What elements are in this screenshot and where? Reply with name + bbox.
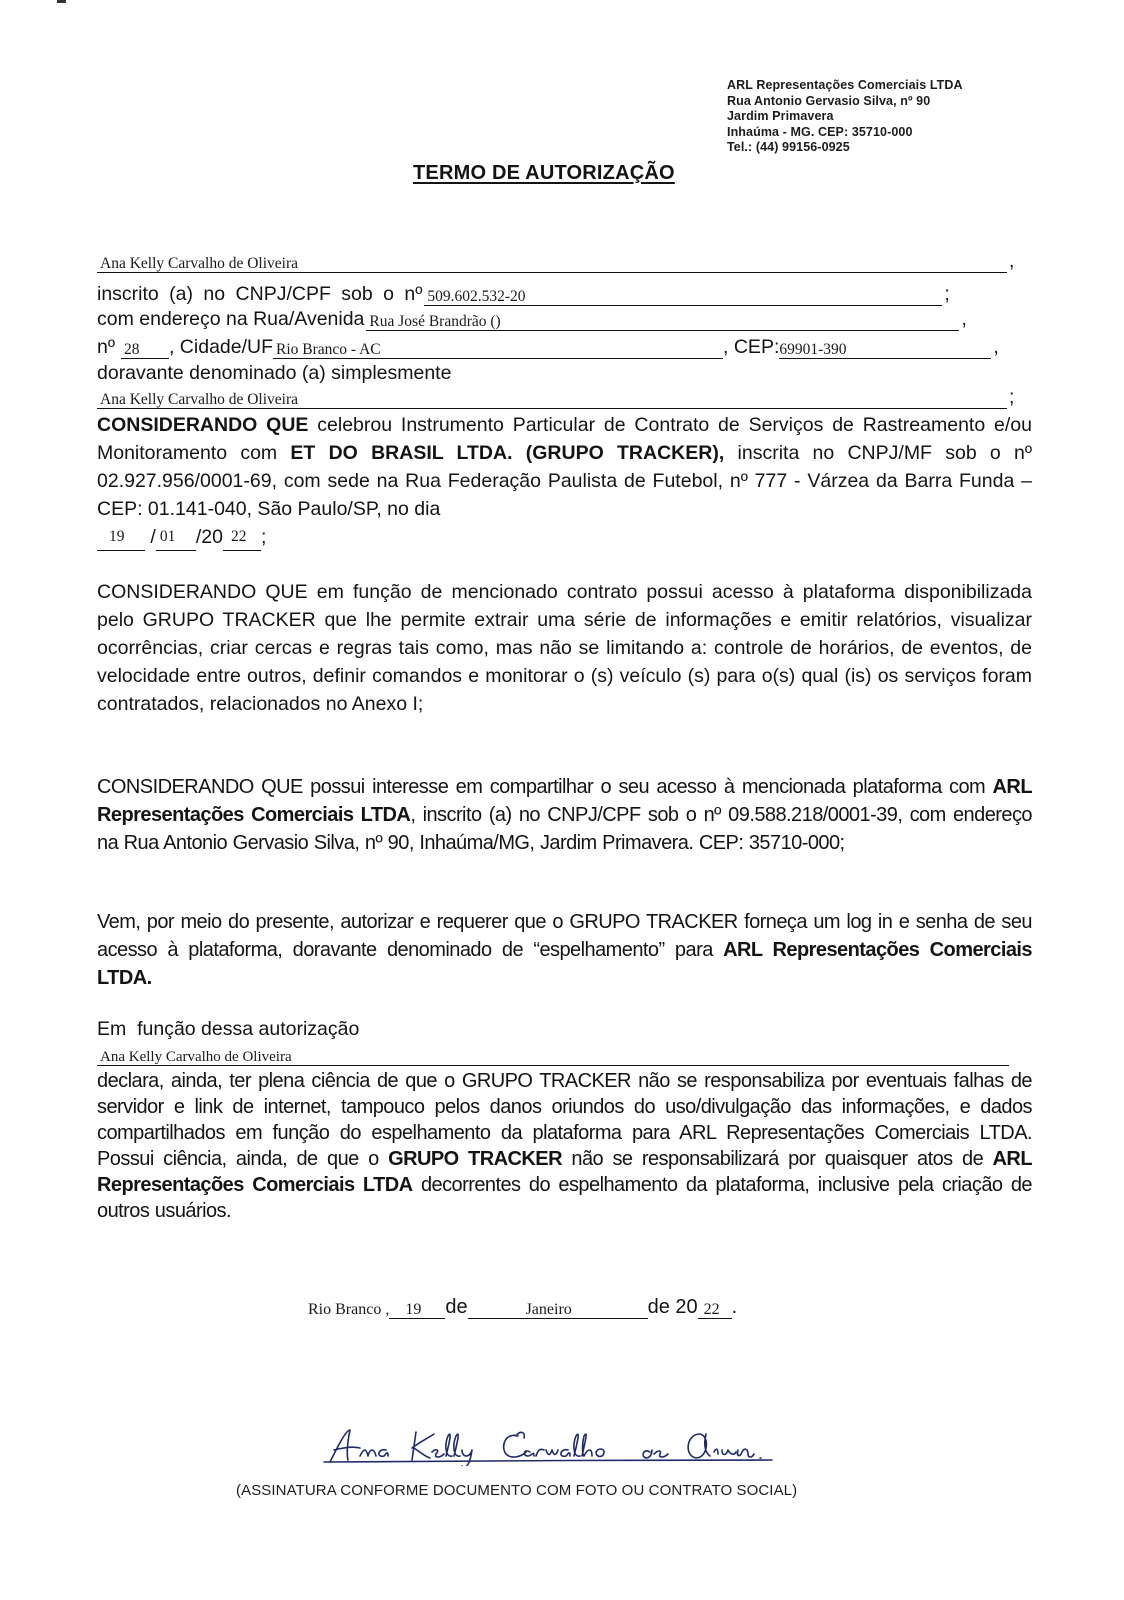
city-field[interactable] (273, 339, 723, 359)
p1-year-field[interactable] (223, 529, 261, 551)
p5-name-value: Ana Kelly Carvalho de Oliveira (100, 1049, 292, 1065)
number-field[interactable] (121, 339, 169, 359)
date-day-field[interactable] (389, 1299, 445, 1319)
city-value: Rio Branco - AC (276, 341, 381, 358)
cpf-label: inscrito (a) no CNPJ/CPF sob o nº (97, 283, 423, 305)
address-field[interactable] (366, 311, 959, 331)
paragraph-considerando-3 (97, 773, 1032, 857)
date-de-1: de (445, 1296, 468, 1318)
p4-company: ARL Representações Comerciais LTDA. (97, 939, 1032, 989)
form-name-line (97, 250, 1014, 273)
p3-text-a: CONSIDERANDO QUE possui interesse em compartilhar o seu acesso à mencionada plataforma com (97, 776, 993, 798)
form-address-line (97, 308, 967, 331)
cep-value: 69901-390 (779, 341, 847, 358)
date-day: 19 (405, 1301, 422, 1318)
p5-bold-a: GRUPO TRACKER (388, 1148, 562, 1170)
p5-intro: Em função dessa autorização (97, 1018, 360, 1040)
p1-month-field[interactable] (156, 529, 196, 551)
letterhead (727, 78, 963, 156)
paragraph-declaration (97, 1068, 1032, 1224)
p5-text-b: não se responsabilizará por quaisquer atos de (561, 1148, 993, 1170)
document-title: TERMO DE AUTORIZAÇÃO (413, 162, 675, 184)
p3-company: ARL Representações Comerciais LTDA (97, 776, 1032, 826)
p1-month: 01 (159, 528, 176, 545)
form-cpf-line (97, 283, 950, 306)
p4-text: Vem, por meio do presente, autorizar e requerer que o GRUPO TRACKER forneça um log in e senha de seu acesso à plataforma, doravante denominado de “espelhamento” para (97, 911, 1032, 961)
cpf-field[interactable] (424, 286, 942, 306)
cep-label: , CEP: (723, 336, 780, 358)
letterhead-company: ARL Representações Comerciais LTDA (727, 78, 963, 92)
letterhead-district: Jardim Primavera (727, 109, 834, 123)
denominated-label: doravante denominado (a) simplesmente (97, 362, 452, 384)
name-end-punct: , (1009, 250, 1015, 272)
paragraph-authorization (97, 908, 1032, 992)
name-value: Ana Kelly Carvalho de Oliveira (100, 255, 298, 272)
letterhead-street: Rua Antonio Gervasio Silva, nº 90 (727, 93, 931, 108)
paragraph-considerando-1: CONSIDERANDO QUE celebrou Instrumento Particular de Contrato de Serviços de Rastreamento e/ou Monitoramento com ET DO BRASIL LTDA. (GRUPO TRACKER), inscrita no CNPJ/MF sob o nº 02.927.956/0001-69, com sede na Rua Federação Paulista de Futebol, nº 777 - Várzea da Barra Funda – CEP: 01.141-040, São Paulo/SP, no dia 19 / 01 /20 22 ; (97, 411, 1032, 551)
p3-text-b: , inscrito (a) no CNPJ/CPF sob o nº 09.588.218/0001-39, com endereço na Rua Antonio Gervasio Silva, nº 90, Inhaúma/MG, Jardim Primavera. CEP: 35710-000; (97, 804, 1032, 854)
city-label: , Cidade/UF (168, 336, 274, 358)
p5-text-c: decorrentes do espelhamento da plataforma, inclusive pela criação de outros usuários. (97, 1174, 1033, 1222)
p1-lead: CONSIDERANDO QUE (97, 414, 309, 436)
form-denominated-line (97, 386, 1014, 409)
p5-name-line (97, 1046, 1009, 1066)
signature-caption: (ASSINATURA CONFORME DOCUMENTO COM FOTO OU CONTRATO SOCIAL) (236, 1482, 798, 1499)
scan-corner-mark (57, 0, 66, 3)
denominated-end-punct: ; (1009, 386, 1015, 408)
p1-text-a: celebrou Instrumento Particular de Contrato de Serviços de Rastreamento e/ou Monitoramento com (97, 414, 1032, 464)
date-month-field[interactable] (468, 1299, 648, 1319)
date-de-2: de 20 (647, 1296, 698, 1318)
p5-bold-b: ARL Representações Comerciais LTDA (97, 1148, 1032, 1196)
address-value: Rua José Brandrão () (369, 313, 501, 330)
p1-year-prefix: /20 (195, 526, 223, 548)
p1-day-field[interactable] (97, 529, 145, 551)
number-label: nº (97, 336, 115, 358)
cep-field[interactable] (779, 339, 991, 359)
date-year-suffix: 22 (703, 1301, 720, 1318)
signature-scribble-icon (320, 1426, 790, 1466)
cpf-value: 509.602.532-20 (427, 288, 526, 305)
date-month: Janeiro (525, 1301, 572, 1318)
address-end-punct: , (961, 308, 967, 330)
p1-end: ; (260, 526, 267, 548)
date-year-field[interactable] (698, 1299, 732, 1319)
number-value: 28 (123, 341, 140, 358)
form-city-line (97, 336, 999, 359)
date-city: Rio Branco , (308, 1301, 390, 1318)
address-label: com endereço na Rua/Avenida (97, 308, 365, 330)
cpf-end-punct: ; (944, 283, 950, 305)
date-line (308, 1296, 737, 1319)
paragraph-considerando-2: CONSIDERANDO QUE em função de mencionado contrato possui acesso à plataforma disponibilizada pelo GRUPO TRACKER que lhe permite extrair uma série de informações e emitir relatórios, visualizar ocorrências, criar cercas e regras tais como, mas não se limitando a: controle de horários, de eventos, de velocidade entre outros, definir comandos e monitorar o (s) veículo (s) para o(s) qual (is) os serviços foram contratados, relacionados no Anexo I; (97, 581, 1032, 715)
name-field[interactable] (97, 253, 1007, 273)
p1-text-b: inscrita no CNPJ/MF sob o nº 02.927.956/0001-69, com sede na Rua Federação Paulista de Futebol, nº 777 - Várzea da Barra Funda – CEP: 01.141-040, São Paulo/SP, no dia (97, 442, 1032, 520)
p5-text-a: declara, ainda, ter plena ciência de que o GRUPO TRACKER não se responsabiliza por eventuais falhas de servidor e link de internet, tampouco pelos danos oriundos do uso/divulgação das informações, e dados compartilhados em função do espelhamento da plataforma para ARL Representações Comerciais LTDA. Possui ciência, ainda, de que o (97, 1070, 1032, 1170)
p1-day: 19 (109, 528, 125, 545)
p5-name-field[interactable] (97, 1046, 1009, 1066)
form-denominated-label-line (97, 362, 451, 385)
p5-intro-line (97, 1018, 359, 1041)
denominated-value: Ana Kelly Carvalho de Oliveira (100, 391, 298, 408)
cep-end-punct: , (993, 336, 999, 358)
handwritten-signature (320, 1426, 790, 1466)
p1-year-suffix: 22 (230, 528, 247, 545)
letterhead-phone: Tel.: (44) 99156-0925 (727, 140, 850, 154)
p1-company: ET DO BRASIL LTDA. (GRUPO TRACKER), (290, 442, 725, 464)
denominated-field[interactable] (97, 389, 1007, 409)
date-end: . (731, 1296, 738, 1318)
letterhead-city: Inhaúma - MG. CEP: 35710-000 (727, 124, 913, 139)
